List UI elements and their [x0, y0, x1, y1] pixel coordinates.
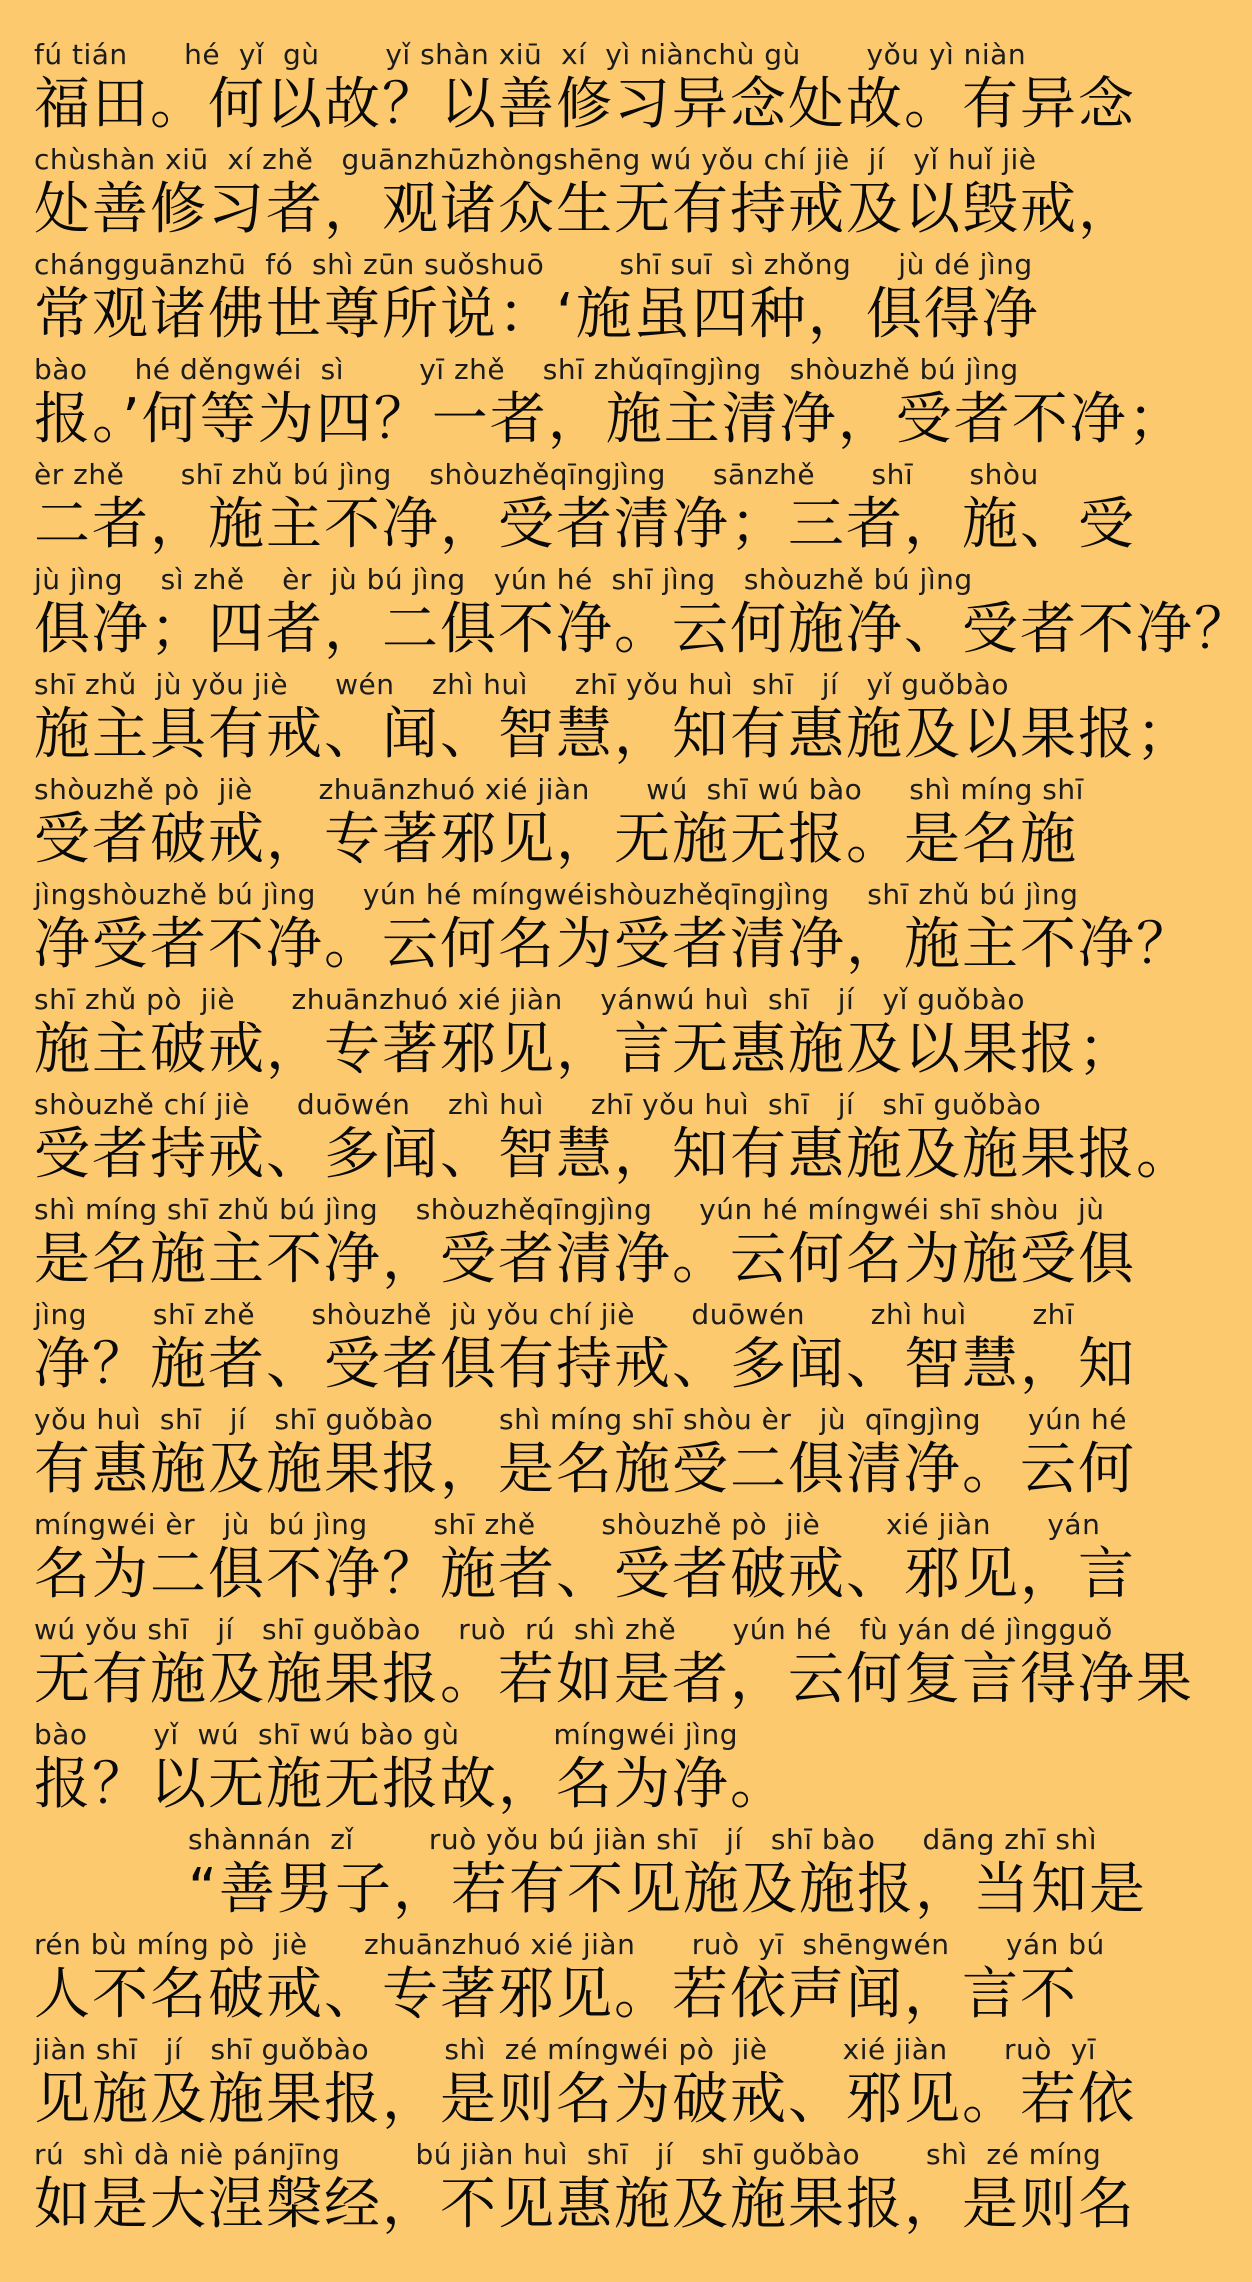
text-line-12: [34, 1190, 1136, 1295]
hanzi-row: “善男子，若有不见施及施报，当知是: [188, 1857, 1148, 1922]
hanzi-row: 净受者不净。云何名为受者清净，施主不净？: [34, 912, 1194, 977]
text-line-5: [34, 455, 1136, 560]
pinyin-row: jiàn shī jí shī guǒbào shì zé míngwéi pò jiè xié jiàn ruò yī: [34, 2033, 1097, 2066]
hanzi-row: 福田。何以故？以善修习异念处故。有异念: [34, 72, 1136, 137]
pinyin-row: yǒu huì shī jí shī guǒbào shì míng shī shòu èr jù qīngjìng yún hé: [34, 1403, 1127, 1436]
text-line-7: [34, 665, 1194, 770]
pinyin-row: shòuzhě pò jiè zhuānzhuó xié jiàn wú shī wú bào shì míng shī: [34, 773, 1084, 806]
pinyin-row: míngwéi èr jù bú jìng shī zhě shòuzhě pò jiè xié jiàn yán: [34, 1508, 1101, 1541]
text-line-2: [34, 140, 1136, 245]
pinyin-row: bào yǐ wú shī wú bào gù míngwéi jìng: [34, 1718, 738, 1751]
pinyin-row: shì míng shī zhǔ bú jìng shòuzhěqīngjìng yún hé míngwéi shī shòu jù: [34, 1193, 1105, 1226]
pinyin-row: fú tián hé yǐ gù yǐ shàn xiū xí yì niànchù gù yǒu yì niàn: [34, 38, 1027, 71]
hanzi-row: 施主破戒，专著邪见，言无惠施及以果报；: [34, 1017, 1136, 1082]
text-line-18: [34, 1820, 1148, 1925]
pinyin-row: shī zhǔ pò jiè zhuānzhuó xié jiàn yánwú huì shī jí yǐ guǒbào: [34, 983, 1025, 1016]
pinyin-row: chángguānzhū fó shì zūn suǒshuō shī suī sì zhǒng jù dé jìng: [34, 248, 1033, 281]
pinyin-row: wú yǒu shī jí shī guǒbào ruò rú shì zhě yún hé fù yán dé jìngguǒ: [34, 1613, 1113, 1646]
text-line-10: [34, 980, 1136, 1085]
pinyin-row: shànnán zǐ ruò yǒu bú jiàn shī jí shī bào dāng zhī shì: [188, 1823, 1098, 1856]
hanzi-row: 受者持戒、多闻、智慧，知有惠施及施果报。: [34, 1122, 1194, 1187]
pinyin-row: shòuzhě chí jiè duōwén zhì huì zhī yǒu huì shī jí shī guǒbào: [34, 1088, 1042, 1121]
text-line-14: [34, 1400, 1136, 1505]
hanzi-row: 常观诸佛世尊所说：‘施虽四种，俱得净: [34, 282, 1040, 347]
pinyin-row: bào hé děngwéi sì yī zhě shī zhǔqīngjìng shòuzhě bú jìng: [34, 353, 1019, 386]
pinyin-row: jìngshòuzhě bú jìng yún hé míngwéishòuzhěqīngjìng shī zhǔ bú jìng: [34, 878, 1079, 911]
pinyin-row: shī zhǔ jù yǒu jiè wén zhì huì zhī yǒu huì shī jí yǐ guǒbào: [34, 668, 1010, 701]
text-line-19: [34, 1925, 1105, 2030]
hanzi-row: 是名施主不净，受者清净。云何名为施受俱: [34, 1227, 1136, 1292]
hanzi-row: 受者破戒，专著邪见，无施无报。是名施: [34, 807, 1078, 872]
pinyin-row: èr zhě shī zhǔ bú jìng shòuzhěqīngjìng sānzhě shī shòu: [34, 458, 1039, 491]
pinyin-row: jù jìng sì zhě èr jù bú jìng yún hé shī jìng shòuzhě bú jìng: [34, 563, 973, 596]
text-line-16: [34, 1610, 1194, 1715]
text-line-13: [34, 1295, 1136, 1400]
text-line-3: [34, 245, 1050, 350]
hanzi-row: 人不名破戒、专著邪见。若依声闻，言不: [34, 1962, 1078, 2027]
text-line-20: [34, 2030, 1136, 2135]
hanzi-row: 施主具有戒、闻、智慧，知有惠施及以果报；: [34, 702, 1194, 767]
text-line-4: [34, 350, 1186, 455]
text-line-17: [34, 1715, 1050, 1820]
hanzi-row: 无有施及施果报。若如是者，云何复言得净果: [34, 1647, 1194, 1712]
hanzi-row: 如是大涅槃经，不见惠施及施果报，是则名: [34, 2172, 1136, 2237]
hanzi-row: 处善修习者，观诸众生无有持戒及以毁戒，: [34, 177, 1136, 242]
text-line-6: [34, 560, 1252, 665]
hanzi-row: 俱净；四者，二俱不净。云何施净、受者不净？: [34, 597, 1252, 662]
text-line-11: [34, 1085, 1194, 1190]
hanzi-row: 有惠施及施果报，是名施受二俱清净。云何: [34, 1437, 1136, 1502]
hanzi-row: 报？以无施无报故，名为净。: [34, 1752, 788, 1817]
hanzi-row: 二者，施主不净，受者清净；三者，施、受: [34, 492, 1136, 557]
pinyin-row: jìng shī zhě shòuzhě jù yǒu chí jiè duōwén zhì huì zhī: [34, 1298, 1075, 1331]
text-line-1: [34, 35, 1136, 140]
hanzi-row: 报。’何等为四？一者，施主清净，受者不净；: [34, 387, 1186, 452]
text-line-9: [34, 875, 1194, 980]
text-line-15: [34, 1505, 1136, 1610]
hanzi-row: 名为二俱不净？施者、受者破戒、邪见，言: [34, 1542, 1136, 1607]
hanzi-row: 净？施者、受者俱有持戒、多闻、智慧，知: [34, 1332, 1136, 1397]
pinyin-row: rén bù míng pò jiè zhuānzhuó xié jiàn ruò yī shēngwén yán bú: [34, 1928, 1105, 1961]
text-line-8: [34, 770, 1084, 875]
text-line-21: [34, 2135, 1136, 2240]
pinyin-row: rú shì dà niè pánjīng bú jiàn huì shī jí shī guǒbào shì zé míng: [34, 2138, 1102, 2171]
hanzi-row: 见施及施果报，是则名为破戒、邪见。若依: [34, 2067, 1136, 2132]
pinyin-row: chùshàn xiū xí zhě guānzhūzhòngshēng wú yǒu chí jiè jí yǐ huǐ jiè: [34, 143, 1037, 176]
